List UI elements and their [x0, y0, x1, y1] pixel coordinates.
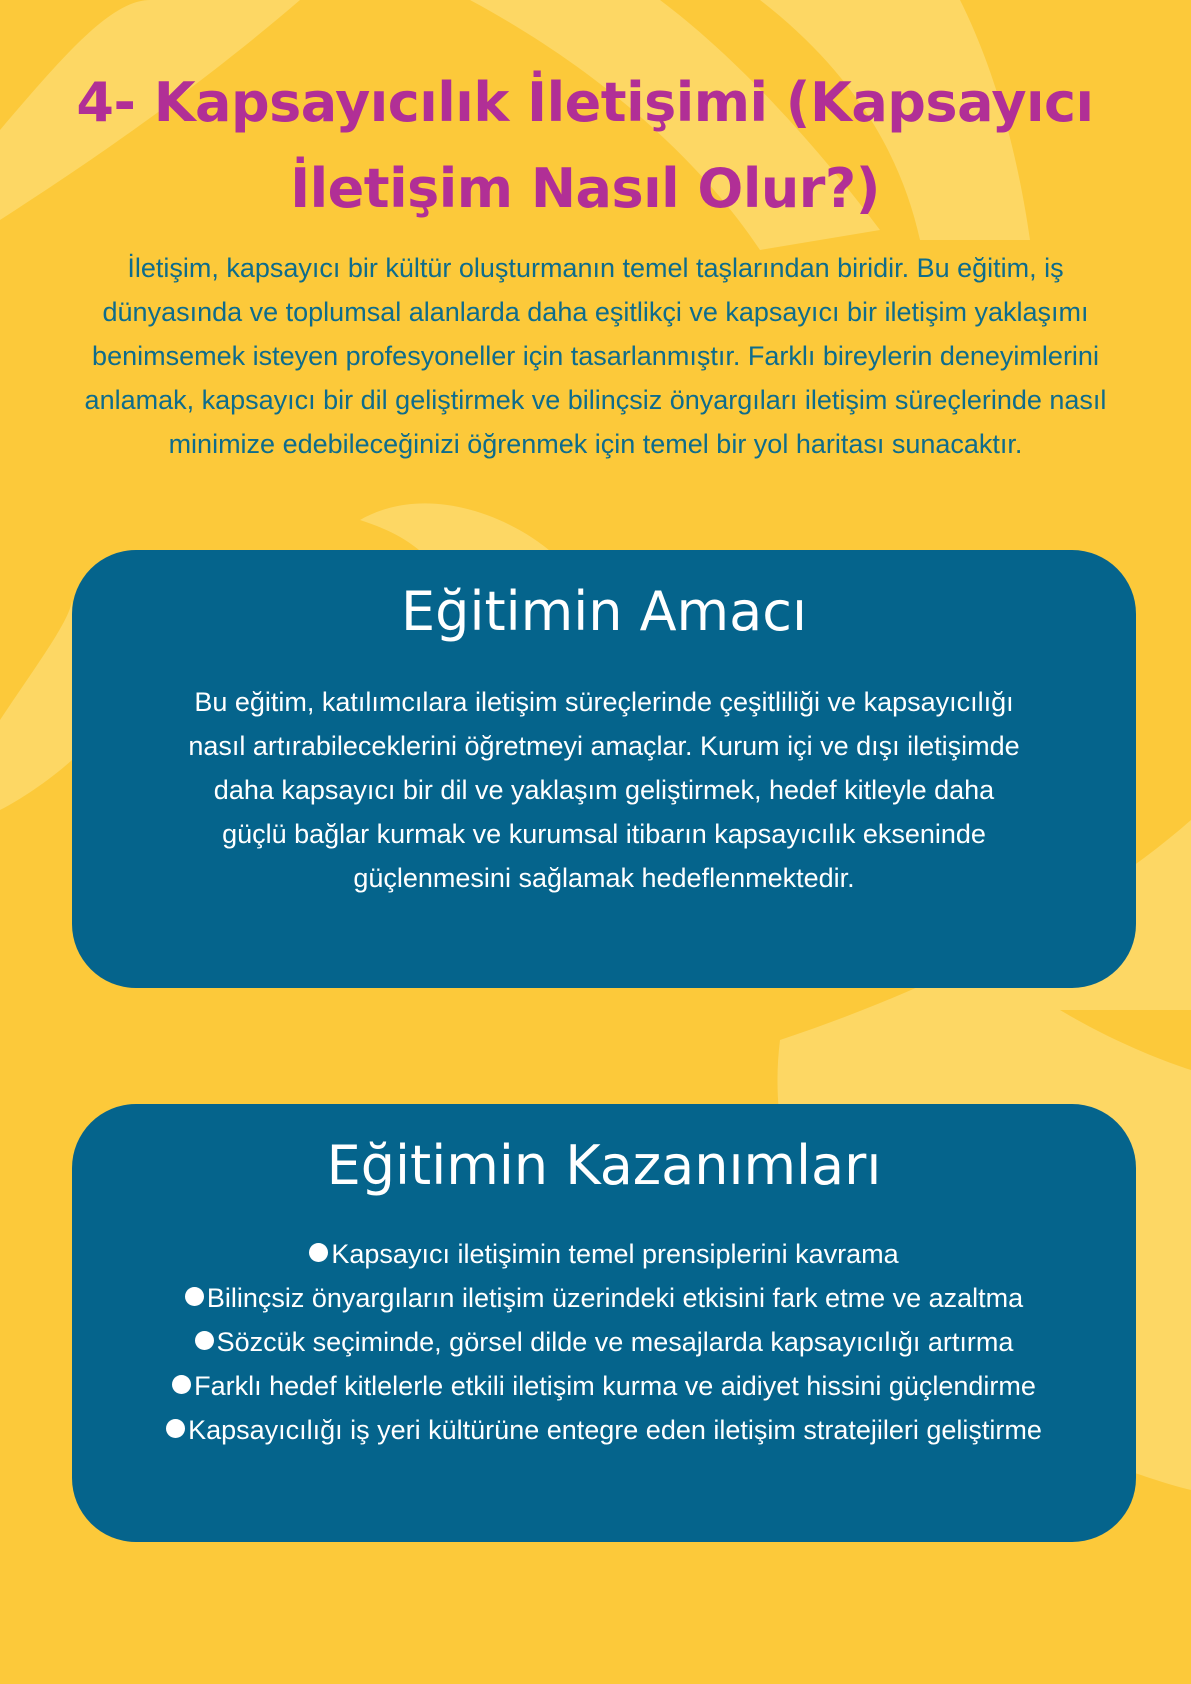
list-item: [132, 1232, 1076, 1276]
page-title: [60, 60, 1110, 232]
title-line-2: İletişim Nasıl Olur?): [290, 157, 880, 220]
gain-text: Kapsayıcı iletişimin temel prensiplerini kavrama: [331, 1239, 899, 1269]
purpose-title: Eğitimin Amacı: [401, 580, 807, 643]
purpose-text: Bu eğitim, katılımcılara iletişim süreçlerinde çeşitliliği ve kapsayıcılığı nasıl artırabileceklerini öğretmeyi amaçlar. Kurum içi ve dışı iletişimde daha kapsayıcı bir dil ve yaklaşım geliştirmek, hedef kitleyle daha güçlü bağlar kurmak ve kurumsal itibarın kapsayıcılık ekseninde güçlenmesini sağlamak hedeflenmektedir.: [188, 687, 1020, 893]
list-item: [132, 1364, 1076, 1408]
bullet-icon: [309, 1243, 328, 1262]
bullet-icon: [185, 1287, 204, 1306]
gain-text: Sözcük seçiminde, görsel dilde ve mesajlarda kapsayıcılığı artırma: [216, 1327, 1014, 1357]
intro-paragraph: İletişim, kapsayıcı bir kültür oluşturmanın temel taşlarından biridir. Bu eğitim, iş dünyasında ve toplumsal alanlarda daha eşitlikçi ve kapsayıcı bir iletişim yaklaşımı benimsemek isteyen profesyoneller için tasarlanmıştır. Farklı bireylerin deneyimlerini anlamak, kapsayıcı bir dil geliştirmek ve bilinçsiz önyargıları iletişim süreçlerinde nasıl minimize edebileceğinizi öğrenmek için temel bir yol haritası sunacaktır.: [84, 253, 1107, 459]
bullet-icon: [166, 1419, 185, 1438]
list-item: [132, 1276, 1076, 1320]
gain-text: Kapsayıcılığı iş yeri kültürüne entegre eden iletişim stratejileri geliştirme: [188, 1415, 1042, 1445]
gains-title: Eğitimin Kazanımları: [326, 1134, 882, 1197]
gain-text: Farklı hedef kitlelerle etkili iletişim kurma ve aidiyet hissini güçlendirme: [194, 1371, 1036, 1401]
bullet-icon: [195, 1331, 214, 1350]
list-item: [132, 1320, 1076, 1364]
purpose-card: [72, 550, 1136, 988]
bullet-icon: [172, 1375, 191, 1394]
gain-text: Bilinçsiz önyargıların iletişim üzerindeki etkisini fark etme ve azaltma: [206, 1283, 1024, 1313]
gains-list: [132, 1232, 1076, 1452]
title-line-1: 4- Kapsayıcılık İletişimi (Kapsayıcı: [76, 71, 1094, 134]
list-item: [132, 1408, 1076, 1452]
gains-card: [72, 1104, 1136, 1542]
